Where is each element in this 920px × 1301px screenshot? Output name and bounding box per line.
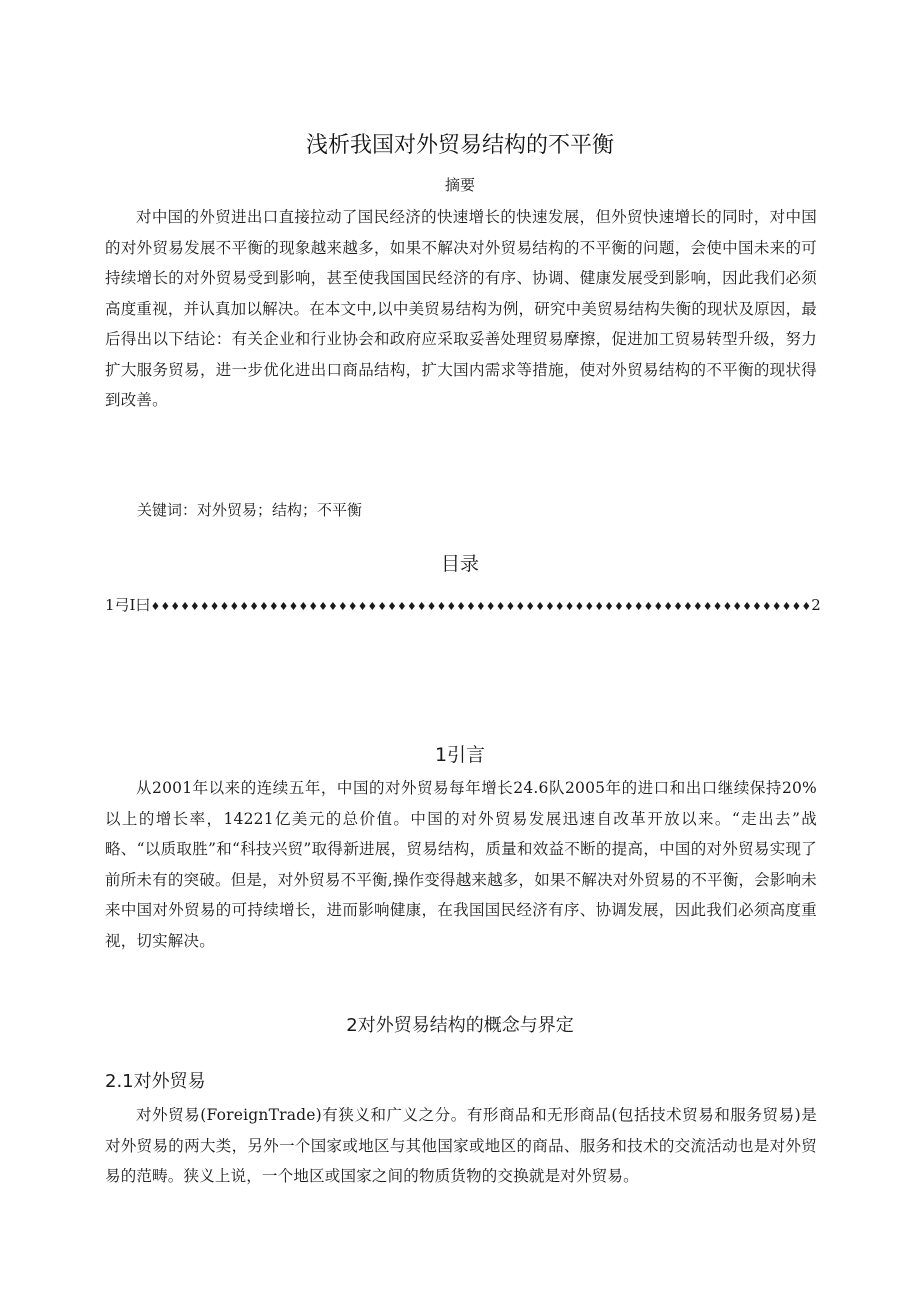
section-1-heading: 1引言 — [434, 744, 486, 766]
section-2-1-paragraph: 对外贸易(ForeignTrade)有狭义和广义之分。有形商品和无形商品(包括技术贸易和服务贸易)是对外贸易的两大类，另外一个国家或地区与其他国家或地区的商品、服务和技术的交流活动也是对外贸易的范畴。狭义上说，一个地区或国家之间的物质货物的交换就是对外贸易。 — [105, 1106, 817, 1185]
document-title: 浅析我国对外贸易结构的不平衡 — [305, 133, 614, 158]
keywords-line: 关键词：对外贸易；结构；不平衡 — [137, 501, 363, 519]
section-1-paragraph: 从2001年以来的连续五年，中国的对外贸易每年增长24.6队2005年的进口和出口继续保持20%以上的增长率，14221亿美元的总价值。中国的对外贸易发展迅速自改革开放以来。“走出去”战略、“以质取胜”和“科技兴贸”取得新进展，贸易结构，质量和效益不断的提高，中国的对外贸易实现了前所未有的突破。但是，对外贸易不平衡,操作变得越来越多，如果不解决对外贸易的不平衡，会影响未来中国对外贸易的可持续增长，进而影响健康，在我国国民经济有序、协调发展，因此我们必须高度重视，切实解决。 — [105, 779, 817, 950]
toc-entry-leader: ♦♦♦♦♦♦♦♦♦♦♦♦♦♦♦♦♦♦♦♦♦♦♦♦♦♦♦♦♦♦♦♦♦♦♦♦♦♦♦♦♦♦♦♦♦♦♦♦♦♦♦♦♦♦♦♦♦♦♦♦♦♦♦♦♦♦♦ — [150, 600, 812, 613]
section-2-1-heading: 2.1对外贸易 — [105, 1071, 206, 1092]
abstract-paragraph: 对中国的外贸进出口直接拉动了国民经济的快速增长的快速发展，但外贸快速增长的同时，对中国的对外贸易发展不平衡的现象越来越多，如果不解决对外贸易结构的不平衡的问题，会使中国未来的可持续增长的对外贸易受到影响，甚至使我国国民经济的有序、协调、健康发展受到影响，因此我们必须高度重视，并认真加以解决。在本文中,以中美贸易结构为例，研究中美贸易结构失衡的现状及原因，最后得出以下结论：有关企业和行业协会和政府应采取妥善处理贸易摩擦，促进加工贸易转型升级，努力扩大服务贸易，进一步优化进出口商品结构，扩大国内需求等措施，使对外贸易结构的不平衡的现状得到改善。 — [105, 208, 817, 409]
abstract-heading: 摘要 — [444, 176, 475, 194]
toc-entry-label: 1弓I曰 — [105, 596, 151, 614]
toc-entry[interactable] — [105, 594, 821, 615]
section-2-heading: 2对外贸易结构的概念与界定 — [346, 1015, 574, 1036]
toc-entry-page: 2 — [811, 596, 821, 614]
toc-title: 目录 — [440, 553, 479, 575]
